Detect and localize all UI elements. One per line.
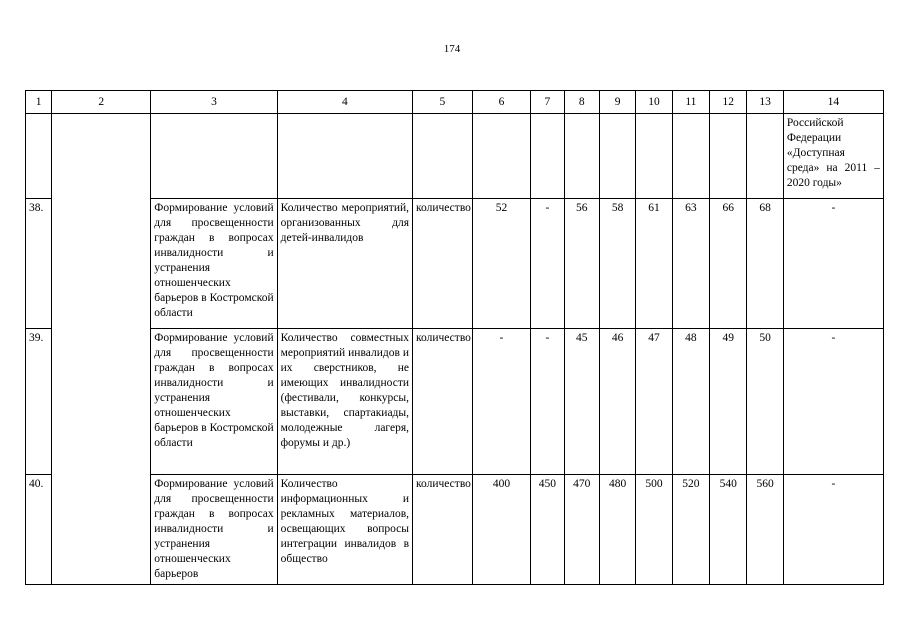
- indicator-cell: Количество совместных мероприятий инвалидов и их сверстников, не имеющих инвалидности (фестивали, конкурсы, выставки, спартакиады, молодежные лагеря, форумы и др.): [277, 329, 412, 475]
- unit-cell: количество: [413, 475, 473, 585]
- header-cell: 2: [52, 91, 151, 114]
- value-cell: 58: [599, 199, 635, 329]
- unit-cell: количество: [413, 329, 473, 475]
- unit-cell: количество: [413, 199, 473, 329]
- header-cell: 4: [277, 91, 412, 114]
- value-cell: 56: [564, 199, 599, 329]
- indicators-table: [25, 90, 884, 585]
- header-cell: 10: [636, 91, 672, 114]
- header-cell: 14: [783, 91, 883, 114]
- row-number: 39.: [26, 329, 52, 475]
- value-cell: 48: [672, 329, 709, 475]
- header-cell: 8: [564, 91, 599, 114]
- value-cell: 63: [672, 199, 709, 329]
- value-cell: -: [472, 329, 531, 475]
- measure-cell: Формирование условий для просвещенности граждан в вопросах инвалидности и устранения отношенческих барьеров: [151, 475, 277, 585]
- header-cell: 9: [599, 91, 635, 114]
- measure-cell: Формирование условий для просвещенности граждан в вопросах инвалидности и устранения отношенческих барьеров в Костромской области: [151, 199, 277, 329]
- note-cell: -: [783, 199, 883, 329]
- value-cell: 540: [710, 475, 747, 585]
- header-cell: 12: [710, 91, 747, 114]
- value-cell: 45: [564, 329, 599, 475]
- header-cell: 6: [472, 91, 531, 114]
- header-row: [26, 91, 884, 114]
- note-cell: -: [783, 329, 883, 475]
- measure-cell: Формирование условий для просвещенности граждан в вопросах инвалидности и устранения отношенческих барьеров в Костромской области: [151, 329, 277, 475]
- header-cell: 7: [531, 91, 564, 114]
- indicator-cell: Количество информационных и рекламных материалов, освещающих вопросы интеграции инвалидов в общество: [277, 475, 412, 585]
- value-cell: 47: [636, 329, 672, 475]
- note-cell: -: [783, 475, 883, 585]
- value-cell: 50: [747, 329, 783, 475]
- page-number: 174: [443, 43, 461, 55]
- row-number: 40.: [26, 475, 52, 585]
- header-cell: 13: [747, 91, 783, 114]
- header-cell: 11: [672, 91, 709, 114]
- value-cell: 520: [672, 475, 709, 585]
- value-cell: 450: [531, 475, 564, 585]
- table-row: [26, 199, 884, 329]
- value-cell: 500: [636, 475, 672, 585]
- merged-column-2: [52, 114, 151, 585]
- value-cell: 66: [710, 199, 747, 329]
- header-cell: 5: [413, 91, 473, 114]
- value-cell: 470: [564, 475, 599, 585]
- continuation-row: [26, 114, 884, 199]
- row-number: 38.: [26, 199, 52, 329]
- table-row: [26, 475, 884, 585]
- value-cell: 68: [747, 199, 783, 329]
- value-cell: 560: [747, 475, 783, 585]
- value-cell: -: [531, 329, 564, 475]
- header-cell: 1: [26, 91, 52, 114]
- value-cell: 49: [710, 329, 747, 475]
- value-cell: 52: [472, 199, 531, 329]
- value-cell: 400: [472, 475, 531, 585]
- value-cell: 480: [599, 475, 635, 585]
- value-cell: 46: [599, 329, 635, 475]
- header-cell: 3: [151, 91, 277, 114]
- program-name-continuation: Российской Федерации «Доступная среда» на 2011 – 2020 годы»: [783, 114, 883, 199]
- table-row: [26, 329, 884, 475]
- value-cell: -: [531, 199, 564, 329]
- indicator-cell: Количество мероприятий, организованных для детей-инвалидов: [277, 199, 412, 329]
- value-cell: 61: [636, 199, 672, 329]
